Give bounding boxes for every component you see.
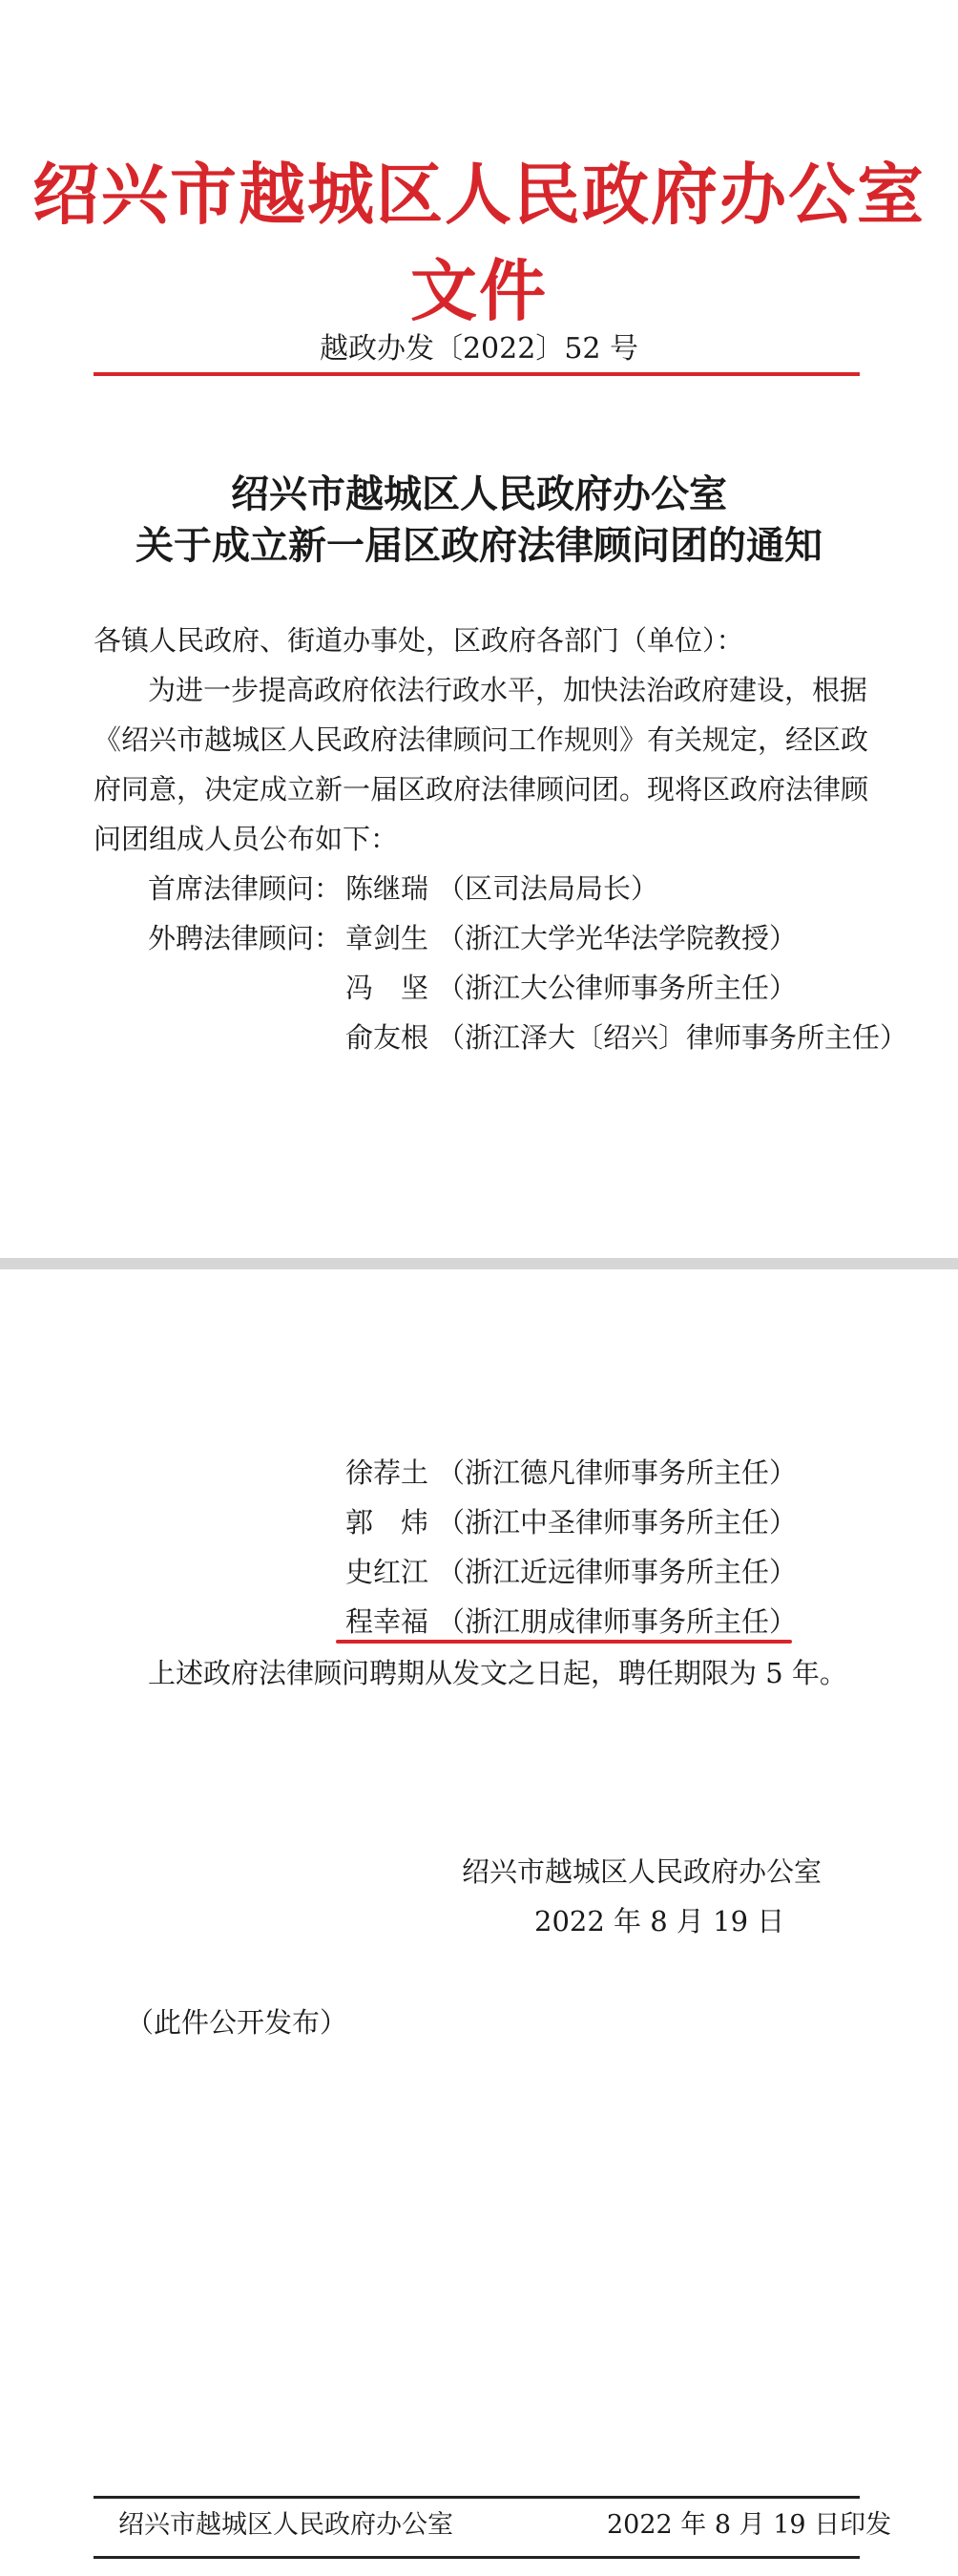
paragraph-line: 府同意，决定成立新一届区政府法律顾问团。现将区政府法律顾 <box>94 773 869 806</box>
notice-title-line-2: 关于成立新一届区政府法律顾问团的通知 <box>135 523 823 568</box>
member-note: （浙江近远律师事务所主任） <box>437 1556 798 1588</box>
paragraph-line: 《绍兴市越城区人民政府法律顾问工作规则》有关规定，经区政 <box>94 723 869 756</box>
signing-date: 2022 年 8 月 19 日 <box>534 1905 785 1937</box>
notice-title-line-1: 绍兴市越城区人民政府办公室 <box>231 471 727 516</box>
document-header-title: 绍兴市越城区人民政府办公室文件 <box>32 155 926 330</box>
paragraph-line: 为进一步提高政府依法行政水平，加快法治政府建设，根据 <box>148 674 868 706</box>
member-note: （浙江大公律师事务所主任） <box>437 972 798 1004</box>
highlight-underline <box>336 1640 792 1644</box>
member-name: 程幸福 <box>345 1605 429 1638</box>
member-note: （浙江中圣律师事务所主任） <box>437 1506 798 1539</box>
member-note: （区司法局局长） <box>437 872 659 905</box>
disclosure-note: （此件公开发布） <box>126 2006 348 2039</box>
footer-rule-bottom <box>94 2556 860 2559</box>
member-name: 史红江 <box>345 1556 429 1588</box>
footer-organization: 绍兴市越城区人民政府办公室 <box>118 2510 453 2540</box>
member-note: （浙江德凡律师事务所主任） <box>437 1456 798 1489</box>
member-name: 陈继瑞 <box>345 872 429 905</box>
member-name: 徐荐土 <box>345 1456 429 1489</box>
external-advisor-label: 外聘法律顾问： <box>148 922 343 954</box>
member-name: 冯 坚 <box>345 972 429 1004</box>
member-name: 郭 炜 <box>345 1506 429 1539</box>
member-note: （浙江大学光华法学院教授） <box>437 922 798 954</box>
header-red-rule <box>94 372 860 376</box>
salutation: 各镇人民政府、街道办事处，区政府各部门（单位）： <box>94 624 744 657</box>
signing-organization: 绍兴市越城区人民政府办公室 <box>462 1855 823 1888</box>
member-name: 俞友根 <box>345 1021 429 1054</box>
page-break-separator <box>0 1258 958 1269</box>
footer-print-date: 2022 年 8 月 19 日印发 <box>607 2510 892 2540</box>
member-note: （浙江朋成律师事务所主任） <box>437 1605 798 1638</box>
member-name: 章剑生 <box>345 922 429 954</box>
footer-rule-top <box>94 2496 860 2499</box>
paragraph-line: 问团组成人员公布如下： <box>94 823 399 855</box>
document-number: 越政办发〔2022〕52 号 <box>319 332 639 366</box>
chief-advisor-label: 首席法律顾问： <box>148 872 343 905</box>
member-note: （浙江泽大〔绍兴〕律师事务所主任） <box>437 1021 908 1054</box>
term-statement: 上述政府法律顾问聘期从发文之日起，聘任期限为 5 年。 <box>148 1657 847 1689</box>
